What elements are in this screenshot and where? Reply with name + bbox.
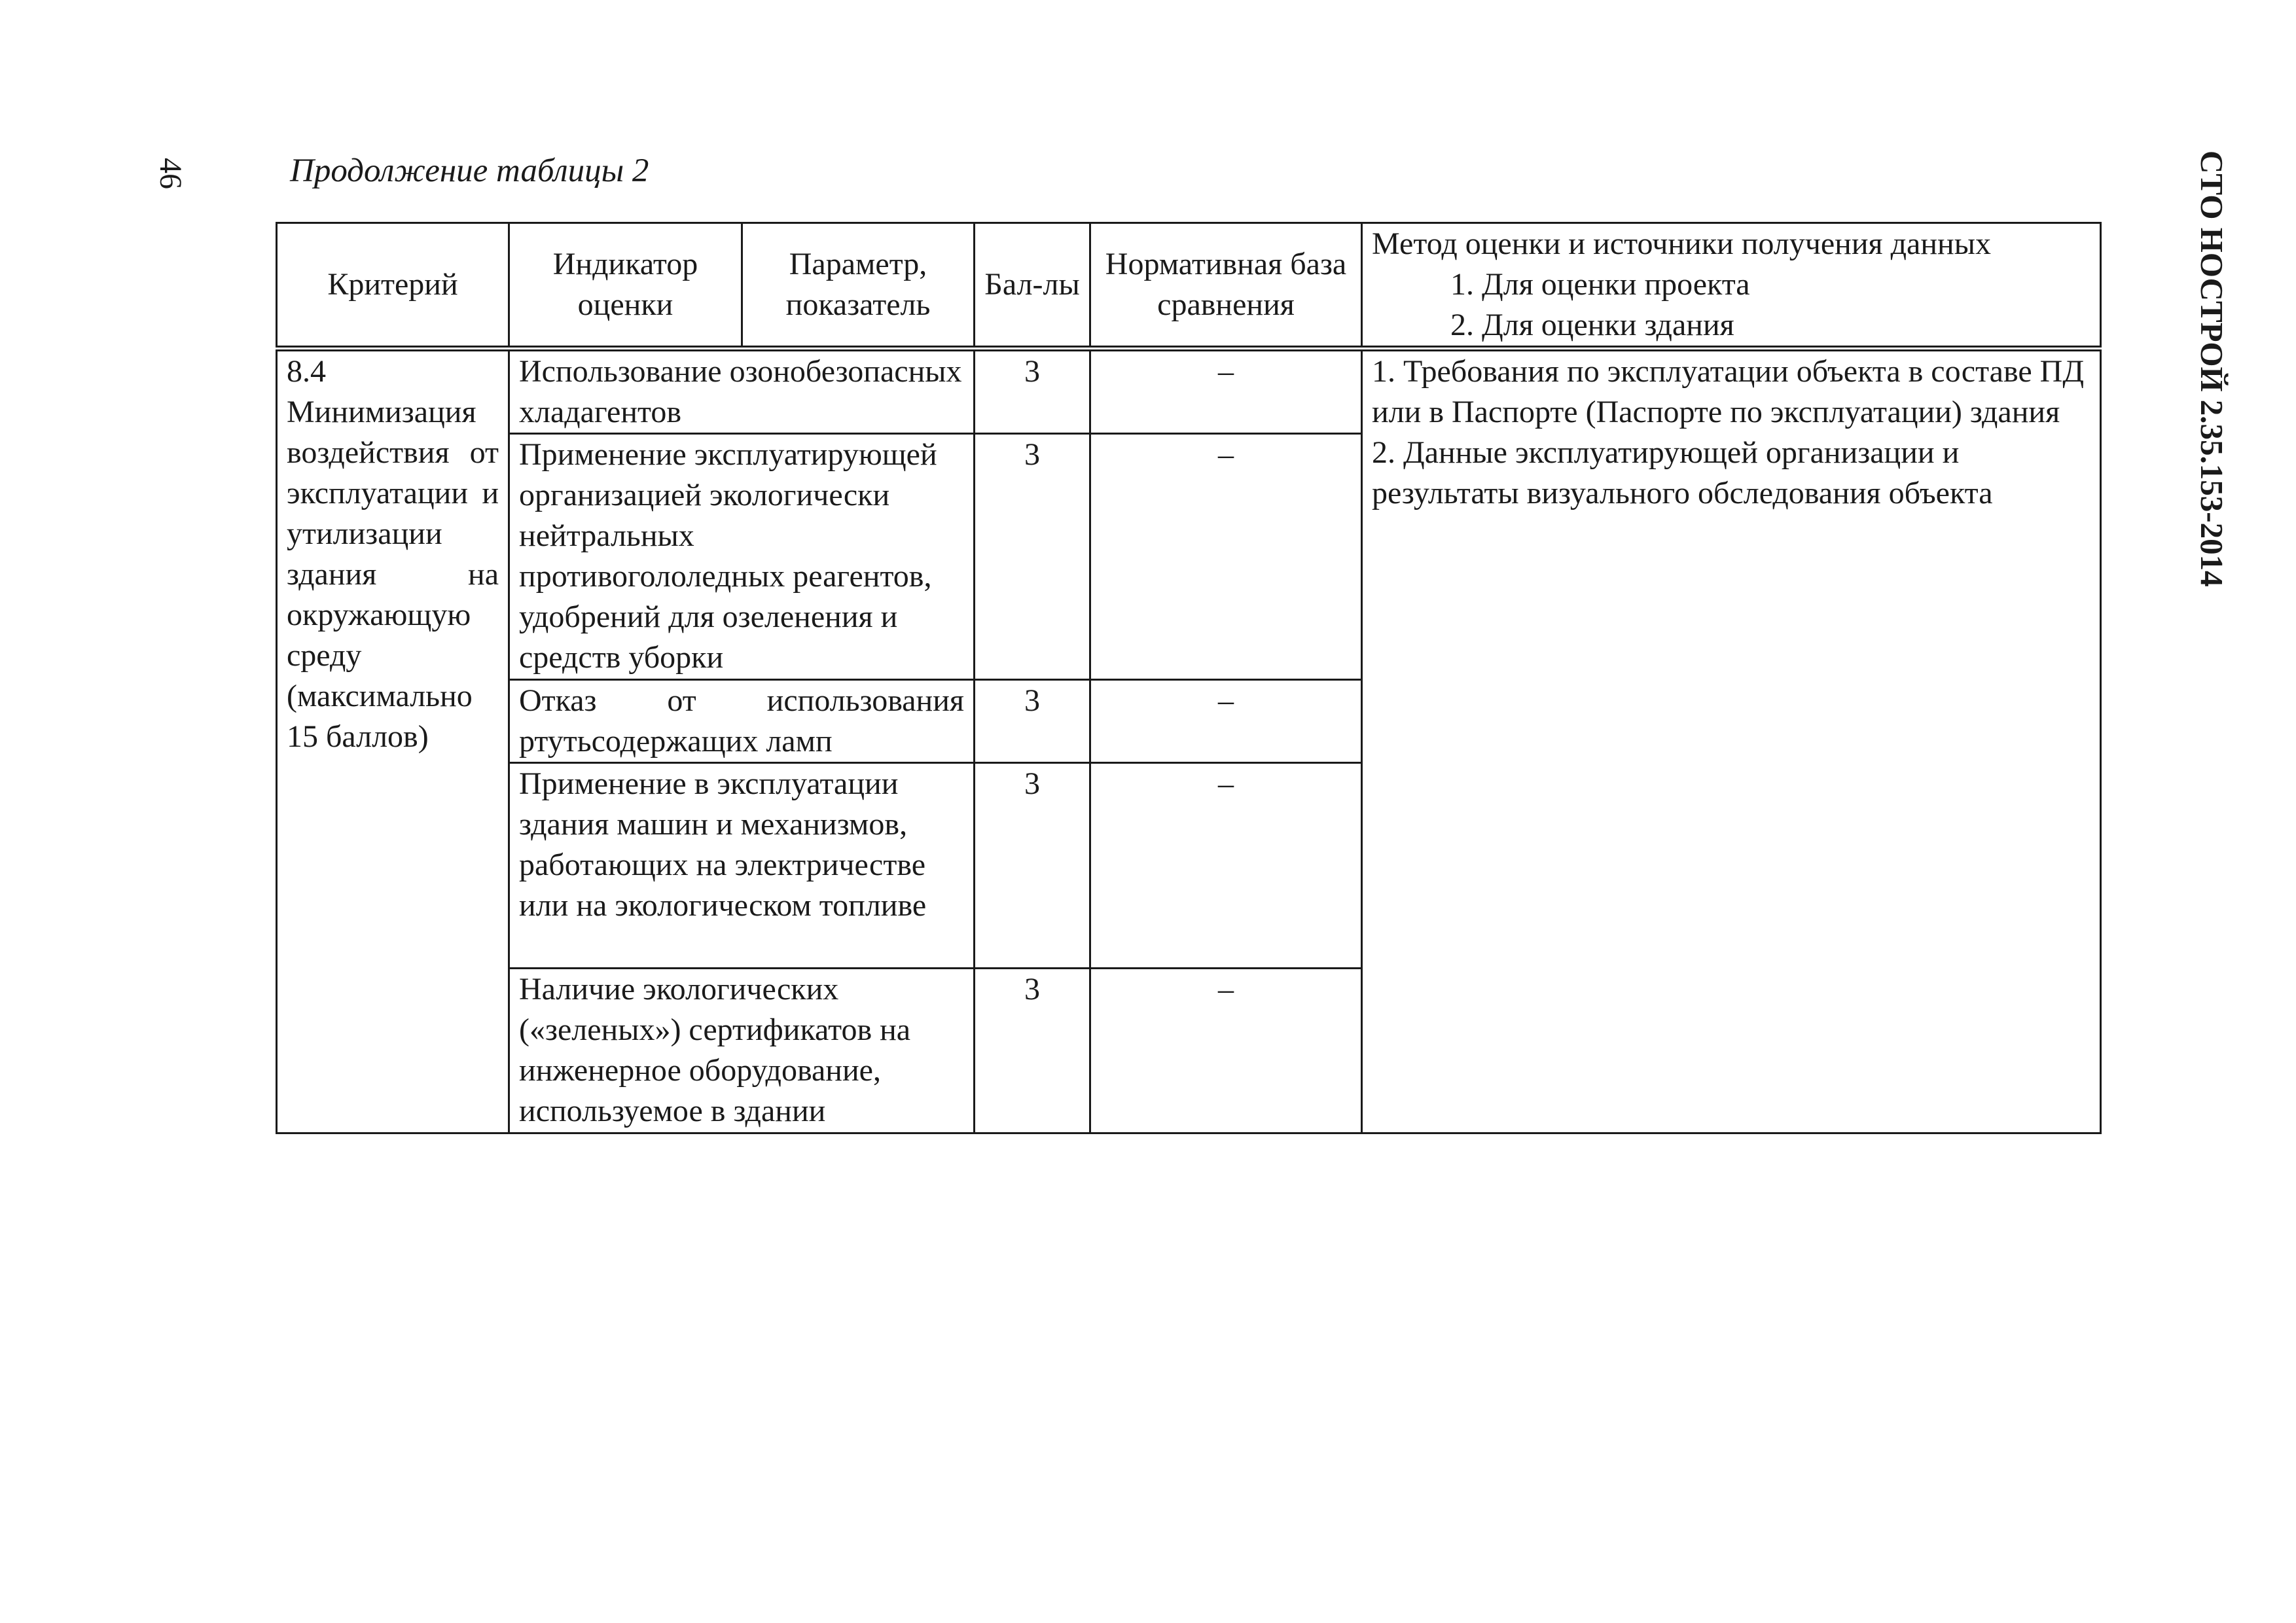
norm-cell: –: [1090, 969, 1362, 1133]
header-criterion: Критерий: [277, 223, 509, 349]
header-method-item-2: 2. Для оценки здания: [1450, 308, 1734, 342]
indicator-cell: Использование озонобезопасных хладагентов: [509, 349, 975, 434]
norm-cell: –: [1090, 434, 1362, 680]
points-cell: 3: [975, 680, 1090, 763]
points-cell: 3: [975, 969, 1090, 1133]
header-indicator: Индикатор оценки: [509, 223, 742, 349]
points-cell: 3: [975, 349, 1090, 434]
points-cell: 3: [975, 763, 1090, 969]
header-method-item-1: 1. Для оценки проекта: [1450, 267, 1750, 302]
method-line-2: 2. Данные эксплуатирующей организации и результаты визуального обследования объекта: [1372, 435, 1993, 510]
method-cell: [1362, 349, 2101, 1133]
table-header-row: [277, 223, 2101, 349]
indicator-cell: Применение эксплуатирующей организацией экологически нейтральных противогололедных реагентов, удобрений для озеленения и средств уборки: [509, 434, 975, 680]
page-number: 46: [153, 158, 188, 189]
norm-cell: –: [1090, 680, 1362, 763]
points-cell: 3: [975, 434, 1090, 680]
header-method: [1362, 223, 2101, 349]
header-points: Бал-лы: [975, 223, 1090, 349]
method-line-1: 1. Требования по эксплуатации объекта в составе ПД или в Паспорте (Паспорте по эксплуатации) здания: [1372, 354, 2085, 429]
table-row: [277, 349, 2101, 434]
header-norm-base: Нормативная база сравнения: [1090, 223, 1362, 349]
table-caption: Продолжение таблицы 2: [290, 152, 649, 189]
criteria-table: [276, 222, 2102, 1134]
criterion-cell: 8.4 Минимизация воздействия от эксплуатации и утилизации здания на окружающую среду (максимально 15 баллов): [277, 349, 509, 1133]
document-code: СТО НОСТРОЙ 2.35.153-2014: [2194, 151, 2230, 587]
norm-cell: –: [1090, 763, 1362, 969]
norm-cell: –: [1090, 349, 1362, 434]
indicator-cell: Применение в эксплуатации здания машин и механизмов, работающих на электричестве или на экологическом топливе: [509, 763, 975, 969]
header-method-title: Метод оценки и источники получения данных: [1372, 226, 1991, 261]
indicator-cell: Отказ от использования ртутьсодержащих ламп: [509, 680, 975, 763]
header-parameter: Параметр, показатель: [742, 223, 975, 349]
indicator-cell: Наличие экологических («зеленых») сертификатов на инженерное оборудование, используемое в здании: [509, 969, 975, 1133]
